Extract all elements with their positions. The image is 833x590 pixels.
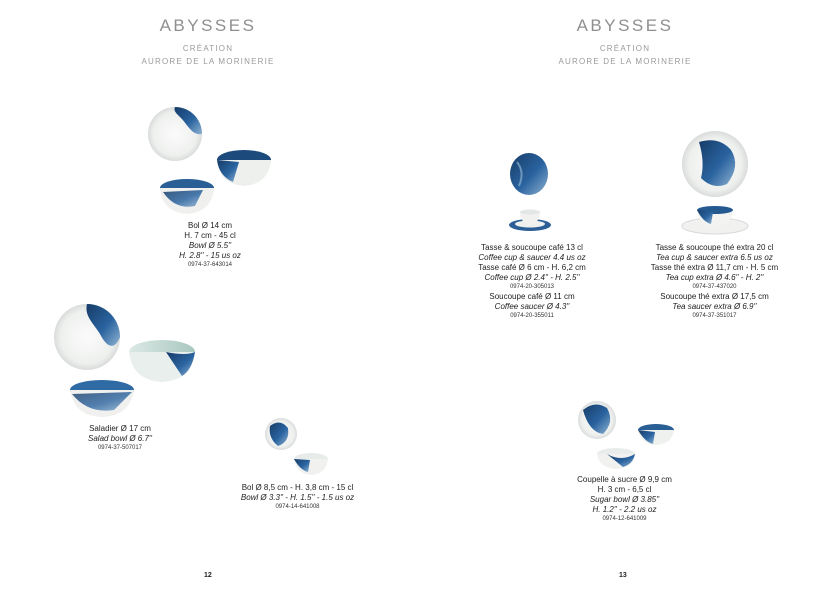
salad-bowl-name: Saladier Ø 17 cm <box>89 424 151 433</box>
coffee-saucer-ref: 0974-20-355011 <box>510 313 554 319</box>
tea-set-name-en: Tea cup & saucer extra 6.5 us oz <box>656 253 773 262</box>
designer-name: AURORE DE LA MORINERIE <box>558 57 692 66</box>
page-number: 12 <box>204 572 212 579</box>
bowl-8-name: Bol Ø 8,5 cm - H. 3,8 cm - 15 cl <box>241 483 354 492</box>
tea-saucer-name-en: Tea saucer extra Ø 6.9'' <box>672 302 757 311</box>
brand-title: ABYSSES <box>159 16 257 35</box>
sugar-bowl-caption <box>557 475 692 524</box>
sugar-bowl-size: H. 3 cm - 6,5 cl <box>597 485 652 494</box>
salad-bowl-ref: 0974-37-507017 <box>97 445 143 451</box>
coffee-set-name: Tasse & soucoupe café 13 cl <box>481 243 583 252</box>
sugar-bowl-name-en: Sugar bowl Ø 3.85'' <box>589 495 660 504</box>
left-page <box>0 0 416 590</box>
coffee-saucer-name: Soucoupe café Ø 11 cm <box>489 292 575 301</box>
tea-cup-ref: 0974-37-437020 <box>692 284 737 290</box>
coffee-cup-ref: 0974-20-305013 <box>509 284 555 290</box>
creation-label: CRÉATION <box>599 44 651 53</box>
tea-saucer-name: Soucoupe thé extra Ø 17,5 cm <box>660 292 769 301</box>
bowl-8-caption <box>210 483 385 512</box>
tea-saucer-ref: 0974-37-351017 <box>692 313 737 319</box>
bowl-14-size: H. 7 cm - 45 cl <box>184 231 236 240</box>
salad-bowl-name-en: Salad bowl Ø 6.7'' <box>88 434 152 443</box>
designer-name: AURORE DE LA MORINERIE <box>141 57 275 66</box>
tea-cup-name-en: Tea cup extra Ø 4.6'' - H. 2'' <box>665 273 764 282</box>
bowl-8-name-en: Bowl Ø 3.3'' - H. 1.5'' - 1.5 us oz <box>240 493 355 502</box>
right-page <box>417 0 833 590</box>
salad-bowl-caption <box>60 424 180 453</box>
coffee-set-name-en: Coffee cup & saucer 4.4 us oz <box>478 253 586 262</box>
tea-cup-saucer-photo <box>679 130 751 238</box>
brand-title: ABYSSES <box>576 16 674 35</box>
bowl-14-ref: 0974-37-643014 <box>187 262 233 268</box>
page-number: 13 <box>619 572 627 579</box>
bowl-14-photo <box>147 106 277 216</box>
sugar-bowl-size-en: H. 1.2'' - 2.2 us oz <box>592 505 657 514</box>
bowl-14-name: Bol Ø 14 cm <box>187 221 232 230</box>
bowl-8-ref: 0974-14-641008 <box>275 504 320 510</box>
sugar-bowl-ref: 0974-12-641009 <box>602 516 647 522</box>
coffee-cup-name: Tasse café Ø 6 cm - H. 6,2 cm <box>478 263 586 272</box>
tea-cup-name: Tasse thé extra Ø 11,7 cm - H. 5 cm <box>650 263 779 272</box>
bowl-14-caption <box>150 221 270 270</box>
bowl-14-size-en: H. 2.8'' - 15 us oz <box>179 251 241 260</box>
bowl-8-photo <box>264 418 334 476</box>
sugar-bowl-name: Coupelle à sucre Ø 9,9 cm <box>577 475 672 484</box>
coffee-cup-saucer-photo <box>507 152 555 238</box>
sugar-bowl-photo <box>577 400 677 470</box>
tea-cup-caption <box>632 243 797 321</box>
coffee-cup-caption <box>457 243 607 321</box>
coffee-cup-name-en: Coffee cup Ø 2.4'' - H. 2.5'' <box>484 273 580 282</box>
coffee-saucer-name-en: Coffee saucer Ø 4.3'' <box>494 302 570 311</box>
tea-set-name: Tasse & soucoupe thé extra 20 cl <box>655 243 774 252</box>
salad-bowl-photo <box>54 304 199 419</box>
bowl-14-name-en: Bowl Ø 5.5'' <box>188 241 232 250</box>
creation-label: CRÉATION <box>182 44 234 53</box>
